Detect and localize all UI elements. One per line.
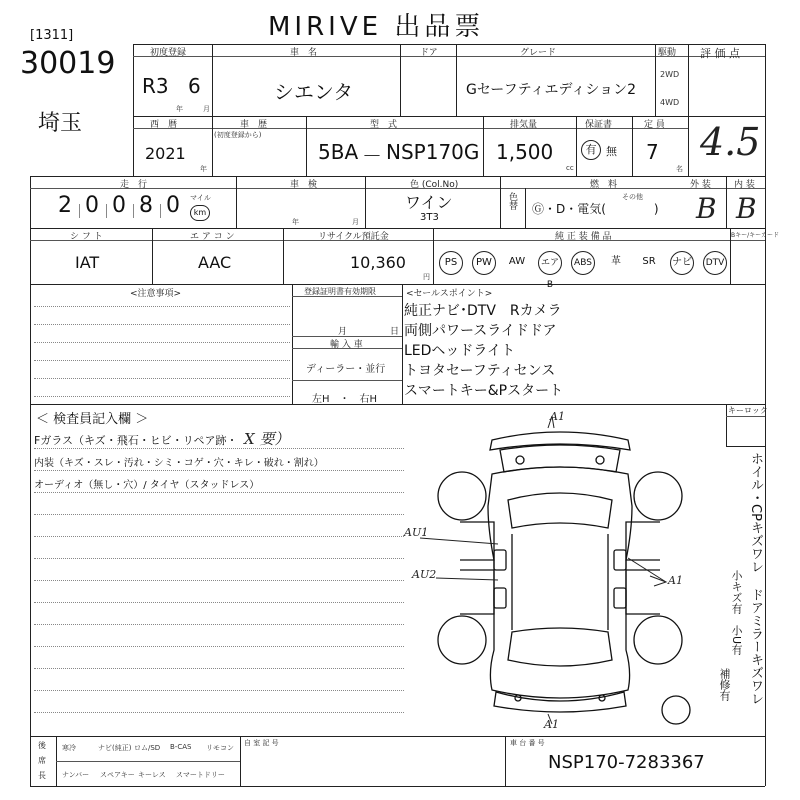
footer-side-label: 席: [38, 756, 46, 765]
label-door: ドア: [420, 48, 438, 58]
handle-label: 左H ・ 右H: [312, 394, 378, 405]
drive-4wd: 4WD: [660, 98, 680, 107]
footer-equip-top: リモコン: [206, 744, 234, 752]
label-shaken: 車 検: [290, 180, 318, 190]
color-number: 3T3: [420, 212, 439, 223]
sales-point: スマートキー&Pスタート: [404, 383, 564, 399]
prefecture: 埼玉: [38, 111, 83, 136]
mileage-digit: 8: [139, 193, 153, 218]
month-unit: 月: [203, 105, 210, 113]
shaken-month-unit: 月: [352, 218, 359, 226]
label-smart-key: Bキー/キーカード: [731, 232, 780, 239]
sales-point: 純正ナビ･DTV Rカメラ: [404, 303, 562, 319]
label-displacement: 排気量: [510, 120, 538, 130]
footer-equip-top: 寒冷: [62, 744, 76, 752]
footer-side-label: 後: [38, 741, 46, 750]
vnote-3: ドアミラーキズワレ: [748, 588, 763, 705]
form-title: MIRIVE 出品票: [268, 12, 485, 42]
vnote-2: 小キズ有 小U有: [730, 570, 743, 656]
car-name: シエンタ: [274, 80, 354, 104]
footer-side-label: 長: [38, 771, 46, 780]
first-reg-era-year: R3: [142, 74, 169, 98]
warranty-yes: 有: [581, 140, 601, 160]
model-dash: －: [362, 144, 382, 168]
history-note: (初度登録から): [214, 131, 262, 139]
grade: Gセーフティエディション2: [466, 82, 636, 98]
lot-number: 30019: [20, 46, 116, 81]
model-prefix: 5BA: [318, 140, 359, 164]
label-drive: 駆動: [658, 48, 677, 58]
label-western-year: 西 暦: [150, 120, 178, 130]
inspection-line3: オーディオ（無し・穴）/ タイヤ（スタッドレス）: [34, 480, 260, 491]
chassis-number: NSP170-7283367: [548, 752, 705, 773]
footer-equip-bottom: ナンバー: [62, 771, 90, 779]
color: ワイン: [405, 193, 453, 212]
cc-unit: cc: [566, 164, 574, 172]
label-aircon: エ ア コ ン: [190, 232, 235, 242]
mileage-digit: 0: [85, 193, 99, 218]
footer-middle-label: 自 室 記 号: [244, 739, 279, 747]
model-code: NSP170G: [386, 140, 480, 164]
equipment-7: ナビ: [670, 251, 694, 275]
year-unit: 年: [176, 105, 183, 113]
label-history: 車 歴: [240, 120, 268, 130]
footer-equip-top: ナビ(純正): [98, 744, 132, 752]
reg-day-label: 日: [390, 327, 400, 337]
sales-point: LEDヘッドライト: [404, 343, 516, 359]
equipment-3: エアB: [538, 251, 562, 275]
inspection-line2: 内装（キズ・スレ・汚れ・シミ・コゲ・穴・キレ・破れ・割れ）: [34, 458, 324, 469]
label-rating: 評 価 点: [700, 47, 740, 60]
sales-point: 両側パワースライドドア: [404, 323, 557, 339]
footer-equip-top: B-CAS: [170, 743, 192, 751]
displacement: 1,500: [496, 140, 554, 164]
inspection-line1: Fガラス（キズ・飛石・ヒビ・リペア跡・: [34, 434, 238, 447]
vnote-4: 補修有: [718, 668, 731, 701]
label-mileage: 走 行: [120, 180, 148, 190]
label-interior: 内 装: [734, 180, 755, 190]
label-grade: グレード: [520, 48, 557, 58]
mileage-digit: 2: [58, 193, 72, 218]
yen-unit: 円: [423, 273, 430, 281]
label-model: 型 式: [370, 120, 398, 130]
inspection-line1-hand: X 要）: [244, 430, 290, 448]
equipment-0: PS: [439, 251, 463, 275]
car-damage-diagram: [400, 410, 720, 730]
color-change: 色替: [507, 192, 517, 210]
reg-deadline-label: 登録証明書有効期限: [304, 287, 376, 296]
interior-grade: B: [736, 192, 757, 225]
drive-2wd: 2WD: [660, 70, 680, 79]
aircon: AAC: [198, 253, 232, 272]
equipment-8: DTV: [703, 251, 727, 275]
capacity-unit: 名: [676, 165, 683, 173]
label-color: 色 (Col.No): [410, 180, 459, 190]
import-label: 輸 入 車: [330, 340, 363, 350]
footer-equip-bottom: キーレス: [138, 771, 166, 779]
caution-label: <注意事項>: [130, 289, 182, 299]
equipment-4: ABS: [571, 251, 595, 275]
mark-a1-side: A1: [668, 574, 683, 587]
label-recycle: リサイクル預託金: [318, 232, 389, 242]
label-equipment: 純 正 装 備 品: [555, 232, 612, 242]
recycle-fee: 10,360: [350, 253, 406, 272]
footer-equip-bottom: スペアキー: [100, 771, 135, 779]
lot-bracket: [1311]: [30, 28, 74, 43]
footer-equip-top: ロム/SD: [134, 744, 161, 752]
label-warranty: 保証書: [585, 120, 613, 130]
label-shift: シ フ ト: [70, 232, 103, 242]
fuel-options: Ⓖ・D・電気( ): [532, 202, 659, 216]
mark-a1-rear: A1: [544, 718, 559, 730]
mileage-unit-mile: マイル: [190, 194, 211, 202]
equipment-1: PW: [472, 251, 496, 275]
mark-au2: AU2: [412, 568, 437, 581]
year-western-unit: 年: [200, 165, 207, 173]
label-capacity: 定 員: [644, 120, 665, 130]
fuel-other: その他: [622, 193, 643, 201]
mileage-digit: 0: [166, 193, 180, 218]
equipment-5: 革: [611, 256, 621, 267]
sales-point: トヨタセーフティセンス: [404, 363, 556, 379]
footer-equip-bottom: スマートドリー: [176, 771, 225, 779]
mark-a1-front: A1: [550, 410, 565, 423]
exterior-grade: B: [696, 192, 717, 225]
mileage-unit-km: km: [190, 205, 210, 221]
mark-au1: AU1: [404, 526, 429, 539]
equipment-2: AW: [508, 256, 526, 267]
mileage-digit: 0: [112, 193, 126, 218]
capacity: 7: [646, 140, 659, 164]
label-fuel: 燃 料: [590, 180, 618, 190]
equipment-6: SR: [642, 256, 656, 267]
inspection-title: ＜ 検査員記入欄 ＞: [36, 412, 149, 427]
label-first-reg: 初度登録: [150, 48, 187, 58]
keylock-label: キーロック: [728, 406, 768, 415]
shift: IAT: [75, 253, 100, 272]
warranty-no: 無: [606, 145, 617, 158]
label-exterior: 外 装: [690, 180, 711, 190]
vnote-1: ホイル・CPキズワレ: [748, 452, 763, 573]
reg-month-label: 月: [338, 327, 348, 337]
rating-handwritten: 4.5: [700, 120, 761, 164]
sales-label: <セールスポイント>: [406, 289, 493, 299]
year-western: 2021: [145, 144, 186, 163]
dealer-label: ディーラー・並行: [306, 364, 386, 375]
first-reg-month: 6: [188, 74, 201, 98]
shaken-year-unit: 年: [292, 218, 299, 226]
label-car-name: 車 名: [290, 48, 318, 58]
chassis-label: 車 台 番 号: [510, 739, 545, 747]
